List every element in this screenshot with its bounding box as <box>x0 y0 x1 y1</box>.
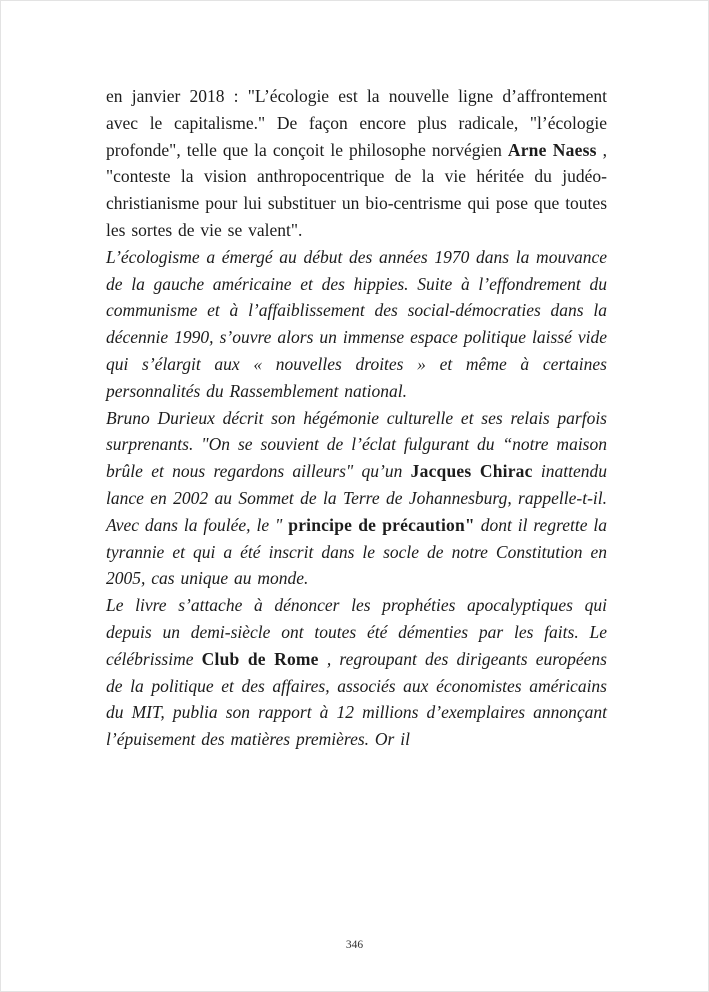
text-run: inattendu lance en 2002 au Sommet de la Terre de Johannesburg, rappelle-t-il. Avec dans la foulée, le " <box>106 461 607 535</box>
bold-name-club-de-rome: Club de Rome <box>201 648 319 669</box>
page-text <box>106 83 607 753</box>
bold-name-jacques-chirac: Jacques Chirac <box>410 461 533 482</box>
paragraph-le-livre <box>106 592 607 753</box>
text-run: , "conteste la vision anthropocentrique de la vie héritée du judéo-christianisme pour lui substituer un bio-centrisme qui pose que toutes les sortes de vie se valent". <box>106 139 607 240</box>
text-run: L’écologisme a émergé au début des années 1970 dans la mouvance de la gauche américaine et des hippies. Suite à l’effondrement du communisme et à l’affaiblissement des social-démocraties dans la décennie 1990, s’ouvre alors un immense espace politique laissé vide qui s’élargit aux « nouvelles droites » et même à certaines personnalités du Rassemblement national. <box>106 246 607 401</box>
paragraph-ecologisme <box>106 244 607 405</box>
text-run: , regroupant des dirigeants européens de la politique et des affaires, associés aux économistes américains du MIT, publia son rapport à 12 millions d’exemplaires annonçant l’épuisement des matières premières. Or il <box>106 648 607 750</box>
paragraph-bruno-durieux <box>106 405 607 593</box>
text-run: Bruno Durieux décrit son hégémonie culturelle et ses relais parfois surprenants. "On se souvient de l’éclat fulgurant du “notre maison brûle et nous regardons ailleurs" qu’un <box>106 407 607 482</box>
text-run: dont il regrette la tyrannie et qui a été inscrit dans le socle de notre Constitution en 2005, cas unique au monde. <box>106 514 608 589</box>
paragraph-continuation <box>106 83 607 244</box>
text-run: Le livre s’attache à dénoncer les prophéties apocalyptiques qui depuis un demi-siècle ont toutes été démenties par les faits. Le célébrissime <box>106 595 607 669</box>
text-run: en janvier 2018 : "L’écologie est la nouvelle ligne d’affrontement avec le capitalisme." De façon encore plus radicale, "l’écologie profonde", telle que la conçoit le philosophe norvégien <box>106 86 607 160</box>
bold-principe-de-precaution: principe de précaution" <box>288 514 475 535</box>
page-number: 346 <box>345 939 364 951</box>
bold-name-arne-naess: Arne Naess <box>507 139 597 160</box>
